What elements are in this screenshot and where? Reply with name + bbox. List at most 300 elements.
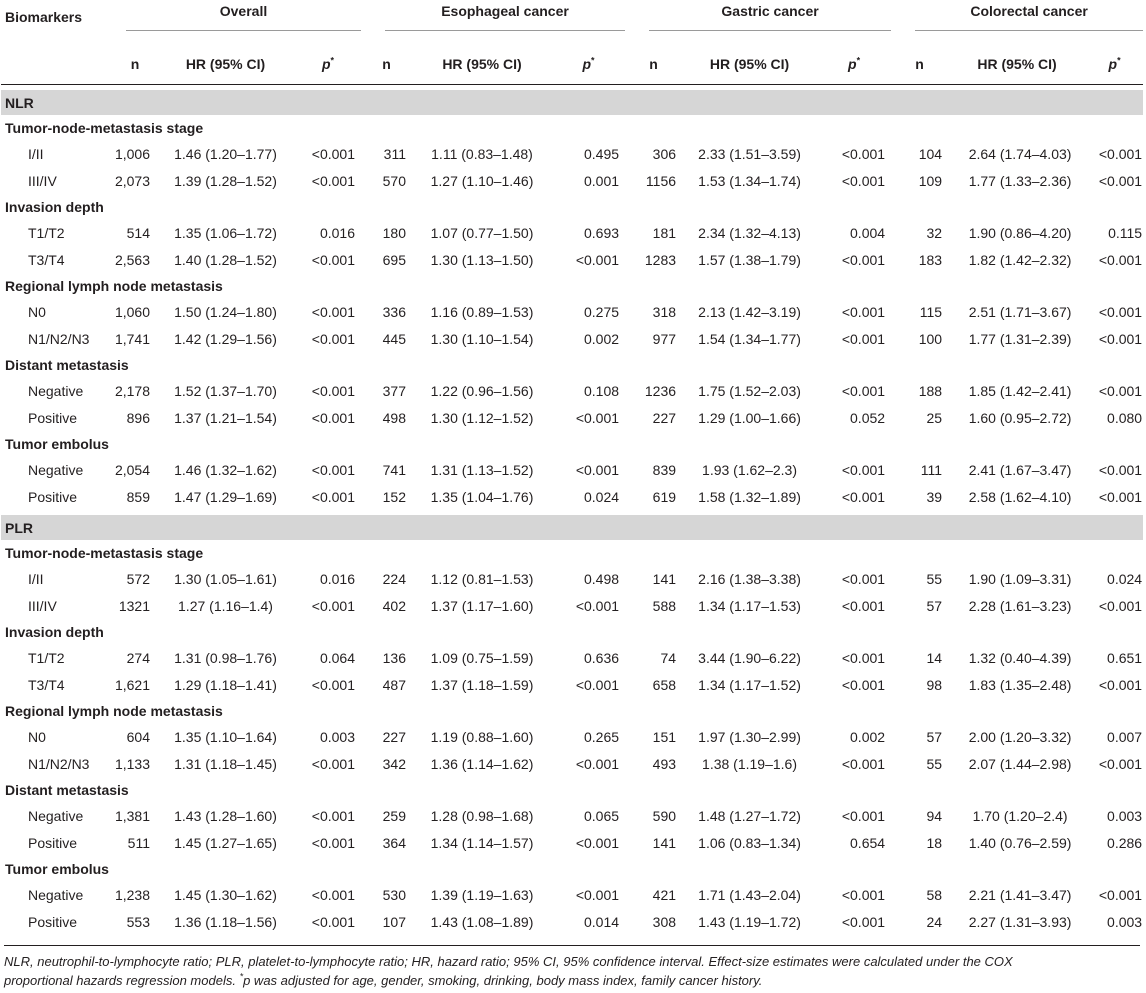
category-label: Tumor embolus (5, 435, 109, 452)
cell-hr: 1.34 (1.14–1.57) (430, 834, 534, 851)
section-row (1, 515, 1143, 540)
cell-hr: 1.36 (1.18–1.56) (174, 913, 277, 930)
cell-p: 0.651 (1107, 649, 1143, 666)
cell-hr: 1.07 (0.77–1.50) (430, 224, 534, 241)
category-row (1, 777, 1143, 802)
cell-hr: 2.21 (1.41–3.47) (968, 886, 1072, 903)
cell-n: 136 (382, 649, 406, 666)
cell-n: 188 (918, 382, 943, 399)
cell-hr: 1.12 (0.81–1.53) (430, 570, 534, 587)
cell-hr: 1.31 (1.18–1.45) (174, 755, 277, 772)
cell-n: 74 (660, 649, 677, 666)
table-row (1, 671, 1143, 698)
cell-n: 2,073 (114, 172, 150, 189)
cell-n: 180 (382, 224, 406, 241)
column-header-row (1, 44, 1143, 85)
row-label: Negative (28, 807, 84, 824)
cell-hr: 1.37 (1.17–1.60) (430, 597, 534, 614)
cell-hr: 1.39 (1.28–1.52) (174, 172, 277, 189)
row-label: III/IV (28, 172, 57, 189)
row-label: Negative (28, 382, 84, 399)
cell-hr: 1.52 (1.37–1.70) (174, 382, 277, 399)
cell-p: <0.001 (1098, 251, 1143, 268)
cell-n: 1,381 (114, 807, 150, 824)
cell-hr: 1.83 (1.35–2.48) (968, 676, 1072, 693)
cell-p: <0.001 (1098, 461, 1143, 478)
footnote-text: p was adjusted for age, gender, smoking, drinking, body mass index, family cancer history. (243, 973, 763, 988)
cell-p: <0.001 (841, 755, 886, 772)
cell-p: <0.001 (1098, 755, 1143, 772)
cell-hr: 2.28 (1.61–3.23) (968, 597, 1072, 614)
cell-p: <0.001 (1098, 172, 1143, 189)
cell-n: 511 (127, 834, 150, 851)
group-label: Colorectal cancer (915, 3, 1143, 31)
cell-hr: 1.09 (0.75–1.59) (430, 649, 534, 666)
cell-p: <0.001 (311, 330, 355, 347)
table-header (1, 0, 1143, 85)
row-label: N0 (28, 728, 46, 745)
cell-p: <0.001 (575, 251, 620, 268)
table-row (1, 644, 1143, 671)
cell-p: 0.003 (1107, 807, 1143, 824)
cell-p: 0.498 (583, 570, 620, 587)
p-label: p (1108, 56, 1118, 72)
cell-hr: 1.97 (1.30–2.99) (698, 728, 801, 745)
cell-hr: 2.13 (1.42–3.19) (698, 303, 801, 320)
cell-p: <0.001 (1098, 597, 1143, 614)
cell-hr: 1.77 (1.33–2.36) (968, 172, 1072, 189)
cell-hr: 1.30 (1.05–1.61) (174, 570, 277, 587)
cell-hr: 2.16 (1.38–3.38) (698, 570, 801, 587)
category-row (1, 273, 1143, 298)
cell-n: 1156 (645, 172, 677, 189)
cell-p: <0.001 (575, 834, 620, 851)
cell-p: 0.080 (1107, 409, 1143, 426)
cell-n: 115 (919, 303, 943, 320)
cell-p: <0.001 (841, 886, 886, 903)
row-label: Positive (28, 409, 78, 426)
cell-p: 0.002 (583, 330, 620, 347)
table-row (1, 456, 1143, 483)
table-row (1, 802, 1143, 829)
category-label: Invasion depth (5, 198, 104, 215)
category-label: Regional lymph node metastasis (5, 277, 223, 294)
section-row (1, 90, 1143, 115)
cell-n: 1236 (644, 382, 677, 399)
cell-hr: 1.30 (1.13–1.50) (430, 251, 534, 268)
row-label: Positive (28, 913, 78, 930)
cell-p: <0.001 (841, 913, 886, 930)
cell-hr: 1.37 (1.21–1.54) (174, 409, 277, 426)
cell-hr: 1.16 (0.89–1.53) (430, 303, 534, 320)
cell-n: 151 (652, 728, 677, 745)
cell-n: 1,006 (114, 145, 150, 162)
table-row (1, 723, 1143, 750)
cell-n: 570 (382, 172, 406, 189)
cell-n: 402 (382, 597, 406, 614)
cell-n: 25 (926, 409, 943, 426)
row-label: III/IV (28, 597, 57, 614)
category-label: Tumor embolus (5, 860, 109, 877)
cell-n: 109 (918, 172, 943, 189)
cell-n: 604 (126, 728, 150, 745)
cell-hr: 1.77 (1.31–2.39) (968, 330, 1072, 347)
row-label: T1/T2 (28, 224, 65, 241)
cell-hr: 1.60 (0.95–2.72) (968, 409, 1072, 426)
category-label: Distant metastasis (5, 781, 129, 798)
cell-n: 588 (652, 597, 677, 614)
cell-hr: 1.75 (1.52–2.03) (698, 382, 801, 399)
cell-p: 0.108 (583, 382, 620, 399)
cell-n: 695 (382, 251, 406, 268)
cell-hr: 1.35 (1.06–1.72) (174, 224, 277, 241)
cell-n: 24 (926, 913, 943, 930)
cell-hr: 2.41 (1.67–3.47) (968, 461, 1072, 478)
column-header-p (1086, 44, 1143, 85)
cell-n: 259 (382, 807, 406, 824)
cell-hr: 2.07 (1.44–2.98) (968, 755, 1072, 772)
row-label: Positive (28, 488, 78, 505)
p-asterisk: * (591, 55, 595, 66)
cell-hr: 1.46 (1.32–1.62) (174, 461, 277, 478)
cell-p: <0.001 (1098, 886, 1143, 903)
cell-hr: 3.44 (1.90–6.22) (698, 649, 801, 666)
cell-hr: 1.45 (1.30–1.62) (174, 886, 277, 903)
cell-p: <0.001 (841, 172, 886, 189)
cell-p: <0.001 (575, 409, 620, 426)
cell-n: 1,060 (114, 303, 150, 320)
column-header-p (295, 44, 361, 85)
cell-n: 55 (926, 570, 943, 587)
table-row (1, 908, 1143, 935)
cell-p: <0.001 (1098, 145, 1143, 162)
cell-hr: 1.30 (1.10–1.54) (430, 330, 534, 347)
cell-p: 0.275 (583, 303, 620, 320)
table-body (1, 85, 1143, 936)
cell-p: <0.001 (841, 382, 886, 399)
cell-n: 530 (382, 886, 406, 903)
cell-hr: 1.27 (1.10–1.46) (430, 172, 534, 189)
cell-p: 0.654 (850, 834, 886, 851)
cell-n: 274 (126, 649, 150, 666)
footnote-marker: * (239, 971, 244, 982)
cell-p: <0.001 (841, 251, 886, 268)
cell-hr: 1.45 (1.27–1.65) (174, 834, 277, 851)
cell-p: <0.001 (311, 461, 355, 478)
cell-n: 1,238 (114, 886, 150, 903)
cell-hr: 1.48 (1.27–1.72) (698, 807, 801, 824)
cell-hr: 1.47 (1.29–1.69) (174, 488, 277, 505)
cell-p: <0.001 (311, 382, 355, 399)
group-label: Gastric cancer (649, 3, 891, 31)
cell-p: <0.001 (311, 886, 355, 903)
row-label: I/II (28, 570, 44, 587)
cell-hr: 1.43 (1.19–1.72) (698, 913, 801, 930)
cell-hr: 1.71 (1.43–2.04) (698, 886, 801, 903)
cell-hr: 1.06 (0.83–1.34) (698, 834, 801, 851)
cell-n: 141 (652, 570, 677, 587)
cell-p: <0.001 (1098, 330, 1143, 347)
cell-hr: 2.51 (1.71–3.67) (968, 303, 1072, 320)
category-label: Distant metastasis (5, 356, 129, 373)
row-label: T3/T4 (28, 676, 65, 693)
cell-n: 572 (126, 570, 150, 587)
column-header-n: n (361, 44, 412, 85)
category-row (1, 856, 1143, 881)
cell-n: 107 (382, 913, 406, 930)
cell-n: 493 (652, 755, 677, 772)
table-row (1, 592, 1143, 619)
cell-n: 152 (382, 488, 406, 505)
cell-hr: 1.82 (1.42–2.32) (968, 251, 1072, 268)
cell-p: 0.052 (850, 409, 886, 426)
p-label: p (321, 56, 331, 72)
table-row (1, 140, 1143, 167)
cell-n: 896 (126, 409, 150, 426)
cell-n: 57 (926, 728, 943, 745)
group-header-overall (114, 0, 361, 44)
cell-n: 1321 (118, 597, 150, 614)
p-asterisk: * (1117, 55, 1121, 66)
cell-n: 306 (652, 145, 677, 162)
cell-n: 224 (382, 570, 406, 587)
cell-n: 2,563 (114, 251, 150, 268)
group-header-gastric (625, 0, 891, 44)
category-label: Tumor-node-metastasis stage (5, 544, 204, 561)
cell-hr: 1.57 (1.38–1.79) (698, 251, 801, 268)
cell-n: 100 (918, 330, 943, 347)
p-asterisk: * (856, 55, 861, 66)
cell-p: <0.001 (841, 303, 886, 320)
cell-hr: 1.90 (1.09–3.31) (968, 570, 1072, 587)
cell-n: 741 (382, 461, 406, 478)
cell-n: 2,054 (114, 461, 150, 478)
cell-n: 14 (926, 649, 943, 666)
cell-n: 658 (652, 676, 677, 693)
cell-p: 0.004 (850, 224, 886, 241)
cell-p: <0.001 (1098, 303, 1143, 320)
cell-p: <0.001 (575, 676, 620, 693)
cell-p: 0.003 (1107, 913, 1143, 930)
cell-p: 0.286 (1107, 834, 1143, 851)
cell-p: 0.693 (583, 224, 620, 241)
row-label: N1/N2/N3 (28, 330, 90, 347)
cell-n: 32 (926, 224, 943, 241)
cell-hr: 1.70 (1.20–2.4) (972, 807, 1068, 824)
footnote-line: NLR, neutrophil-to-lymphocyte ratio; PLR, platelet-to-lymphocyte ratio; HR, hazard ratio; 95% CI, 95% confidence interval. Effect-size estimates were calculated under the COX (4, 954, 1013, 969)
results-table (1, 0, 1143, 935)
section-label: PLR (1, 515, 1143, 540)
cell-hr: 1.35 (1.10–1.64) (174, 728, 277, 745)
cell-n: 487 (382, 676, 406, 693)
cell-n: 181 (652, 224, 677, 241)
cell-n: 553 (126, 913, 150, 930)
cell-p: <0.001 (841, 807, 886, 824)
cell-p: 0.024 (1107, 570, 1143, 587)
cell-hr: 2.64 (1.74–4.03) (968, 145, 1072, 162)
cell-n: 141 (652, 834, 677, 851)
group-header-esophageal (361, 0, 625, 44)
category-row (1, 115, 1143, 140)
cell-p: <0.001 (311, 597, 355, 614)
section-label: NLR (1, 90, 1143, 115)
cell-p: 0.495 (583, 145, 620, 162)
cell-n: 94 (926, 807, 943, 824)
cell-hr: 1.43 (1.08–1.89) (430, 913, 534, 930)
cell-hr: 1.11 (0.83–1.48) (431, 145, 533, 162)
cell-hr: 1.54 (1.34–1.77) (698, 330, 801, 347)
column-header-n: n (625, 44, 682, 85)
p-label: p (848, 56, 857, 72)
cell-p: <0.001 (841, 330, 886, 347)
cell-hr: 1.90 (0.86–4.20) (968, 224, 1072, 241)
cell-n: 445 (382, 330, 406, 347)
cell-p: <0.001 (841, 461, 886, 478)
cell-hr: 1.29 (1.00–1.66) (698, 409, 801, 426)
category-row (1, 698, 1143, 723)
cell-p: 0.115 (1108, 224, 1143, 241)
cell-hr: 1.50 (1.24–1.80) (174, 303, 277, 320)
cell-n: 336 (382, 303, 406, 320)
cell-hr: 1.32 (0.40–4.39) (968, 649, 1072, 666)
column-header-n: n (114, 44, 156, 85)
column-header-p (552, 44, 625, 85)
cell-p: <0.001 (841, 649, 886, 666)
cell-n: 183 (918, 251, 943, 268)
category-label: Tumor-node-metastasis stage (5, 119, 204, 136)
cell-n: 227 (652, 409, 677, 426)
cell-hr: 1.19 (0.88–1.60) (430, 728, 534, 745)
cell-n: 377 (382, 382, 406, 399)
cell-hr: 1.93 (1.62–2.3) (702, 461, 798, 478)
column-header-n: n (891, 44, 948, 85)
group-header-row (1, 0, 1143, 44)
cell-n: 18 (926, 834, 943, 851)
cell-p: <0.001 (841, 145, 886, 162)
cell-n: 1,133 (114, 755, 150, 772)
cell-p: 0.016 (319, 224, 355, 241)
row-label: Positive (28, 834, 78, 851)
cell-hr: 1.31 (0.98–1.76) (174, 649, 277, 666)
table-row (1, 483, 1143, 510)
cell-hr: 2.34 (1.32–4.13) (698, 224, 801, 241)
cell-hr: 1.22 (0.96–1.56) (430, 382, 534, 399)
column-header-empty (1, 44, 114, 85)
cell-n: 859 (126, 488, 150, 505)
cell-p: <0.001 (311, 755, 355, 772)
row-label: T1/T2 (28, 649, 65, 666)
cell-p: <0.001 (311, 303, 355, 320)
cell-hr: 2.00 (1.20–3.32) (968, 728, 1072, 745)
row-label: I/II (28, 145, 44, 162)
footnote-line (4, 971, 1140, 990)
group-header-colorectal (891, 0, 1143, 44)
cell-hr: 1.30 (1.12–1.52) (430, 409, 534, 426)
cell-n: 227 (382, 728, 406, 745)
cell-n: 318 (652, 303, 677, 320)
table-footnote (4, 945, 1140, 990)
cell-n: 514 (126, 224, 150, 241)
cell-n: 1283 (644, 251, 677, 268)
row-label: N0 (28, 303, 46, 320)
cell-p: <0.001 (841, 570, 886, 587)
cell-n: 364 (382, 834, 406, 851)
category-row (1, 352, 1143, 377)
cell-n: 58 (926, 886, 943, 903)
cell-hr: 1.34 (1.17–1.52) (698, 676, 801, 693)
cell-hr: 1.37 (1.18–1.59) (430, 676, 534, 693)
cell-n: 498 (382, 409, 406, 426)
cell-hr: 1.43 (1.28–1.60) (174, 807, 277, 824)
cell-p: <0.001 (311, 676, 355, 693)
cell-hr: 2.33 (1.51–3.59) (698, 145, 801, 162)
table-row (1, 377, 1143, 404)
biomarkers-header: Biomarkers (5, 9, 83, 25)
table-row (1, 750, 1143, 777)
cell-hr: 1.42 (1.29–1.56) (174, 330, 277, 347)
cell-hr: 1.38 (1.19–1.6) (702, 755, 798, 772)
cell-hr: 1.39 (1.19–1.63) (430, 886, 534, 903)
cell-hr: 1.27 (1.16–1.4) (178, 597, 273, 614)
cell-p: <0.001 (311, 409, 355, 426)
cell-p: <0.001 (841, 488, 886, 505)
cell-hr: 1.53 (1.34–1.74) (698, 172, 801, 189)
cell-n: 311 (383, 145, 406, 162)
table-row (1, 325, 1143, 352)
category-label: Invasion depth (5, 623, 104, 640)
cell-p: <0.001 (841, 597, 886, 614)
cell-hr: 1.36 (1.14–1.62) (430, 755, 534, 772)
table-row (1, 298, 1143, 325)
cell-n: 2,178 (114, 382, 150, 399)
column-header-hr: HR (95% CI) (948, 44, 1086, 85)
cell-n: 98 (926, 676, 943, 693)
table-row (1, 404, 1143, 431)
cell-p: 0.002 (850, 728, 886, 745)
table-row (1, 219, 1143, 246)
cell-n: 1,741 (114, 330, 150, 347)
cell-p: <0.001 (575, 461, 620, 478)
table-row (1, 167, 1143, 194)
cell-n: 1,621 (114, 676, 150, 693)
cell-p: <0.001 (575, 597, 620, 614)
table-row (1, 881, 1143, 908)
cell-p: <0.001 (1098, 488, 1143, 505)
table-row (1, 829, 1143, 856)
table-row (1, 565, 1143, 592)
cell-n: 111 (920, 461, 943, 478)
cell-p: <0.001 (311, 834, 355, 851)
row-label: Negative (28, 886, 84, 903)
column-header-p (817, 44, 891, 85)
cell-p: 0.016 (319, 570, 355, 587)
cell-n: 308 (652, 913, 677, 930)
cell-hr: 1.35 (1.04–1.76) (430, 488, 534, 505)
category-label: Regional lymph node metastasis (5, 702, 223, 719)
cell-p: <0.001 (311, 488, 355, 505)
cell-p: 0.024 (583, 488, 620, 505)
cell-n: 977 (652, 330, 677, 347)
cell-hr: 2.58 (1.62–4.10) (968, 488, 1072, 505)
cell-p: <0.001 (311, 251, 355, 268)
cell-hr: 1.28 (0.98–1.68) (430, 807, 534, 824)
category-row (1, 540, 1143, 565)
cell-hr: 1.85 (1.42–2.41) (968, 382, 1072, 399)
cell-p: 0.065 (583, 807, 620, 824)
cell-p: <0.001 (311, 172, 355, 189)
table-row (1, 246, 1143, 273)
cell-p: 0.003 (319, 728, 355, 745)
